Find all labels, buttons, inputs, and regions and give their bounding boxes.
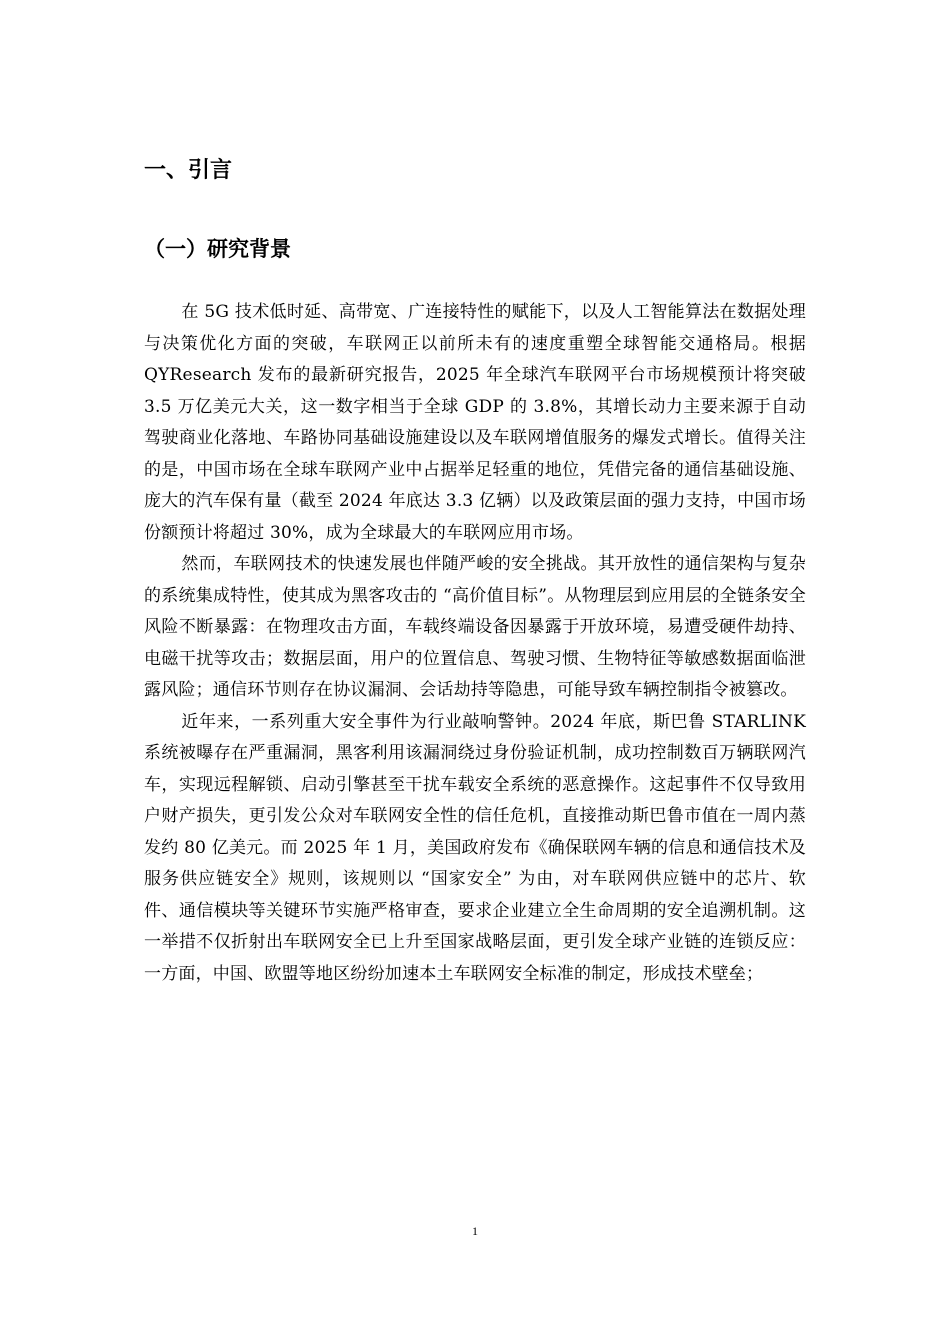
page-number: 1 [472,1224,478,1238]
paragraph-1: 在 5G 技术低时延、高带宽、广连接特性的赋能下，以及人工智能算法在数据处理与决策优化方面的突破，车联网正以前所未有的速度重塑全球智能交通格局。根据 QYResearch 发布的最新研究报告，2025 年全球汽车联网平台市场规模预计将突破 3.5 万亿美元大关，这一数字相当于全球 GDP 的 3.8%，其增长动力主要来源于自动驾驶商业化落地、车路协同基础设施建设以及车联网增值服务的爆发式增长。值得关注的是，中国市场在全球车联网产业中占据举足轻重的地位，凭借完备的通信基础设施、庞大的汽车保有量（截至 2024 年底达 3.3 亿辆）以及政策层面的强力支持，中国市场份额预计将超过 30%，成为全球最大的车联网应用市场。 [144,302,806,543]
subsection-heading: （一）研究背景 [144,237,291,261]
paragraph-2: 然而，车联网技术的快速发展也伴随严峻的安全挑战。其开放性的通信架构与复杂的系统集成特性，使其成为黑客攻击的 “高价值目标”。从物理层到应用层的全链条安全风险不断暴露：在物理攻击方面，车载终端设备因暴露于开放环境，易遭受硬件劫持、电磁干扰等攻击；数据层面，用户的位置信息、驾驶习惯、生物特征等敏感数据面临泄露风险；通信环节则存在协议漏洞、会话劫持等隐患，可能导致车辆控制指令被篡改。 [144,554,806,700]
section-heading: 一、引言 [144,158,233,183]
paragraph-3: 近年来，一系列重大安全事件为行业敲响警钟。2024 年底，斯巴鲁 STARLINK 系统被曝存在严重漏洞，黑客利用该漏洞绕过身份验证机制，成功控制数百万辆联网汽车，实现远程解锁、启动引擎甚至干扰车载安全系统的恶意操作。这起事件不仅导致用户财产损失，更引发公众对车联网安全性的信任危机，直接推动斯巴鲁市值在一周内蒸发约 80 亿美元。而 2025 年 1 月，美国政府发布《确保联网车辆的信息和通信技术及服务供应链安全》规则，该规则以 “国家安全” 为由，对车联网供应链中的芯片、软件、通信模块等关键环节实施严格审查，要求企业建立全生命周期的安全追溯机制。这一举措不仅折射出车联网安全已上升至国家战略层面，更引发全球产业链的连锁反应：一方面，中国、欧盟等地区纷纷加速本土车联网安全标准的制定，形成技术壁垒； [144,711,806,984]
body-text [144,297,806,990]
